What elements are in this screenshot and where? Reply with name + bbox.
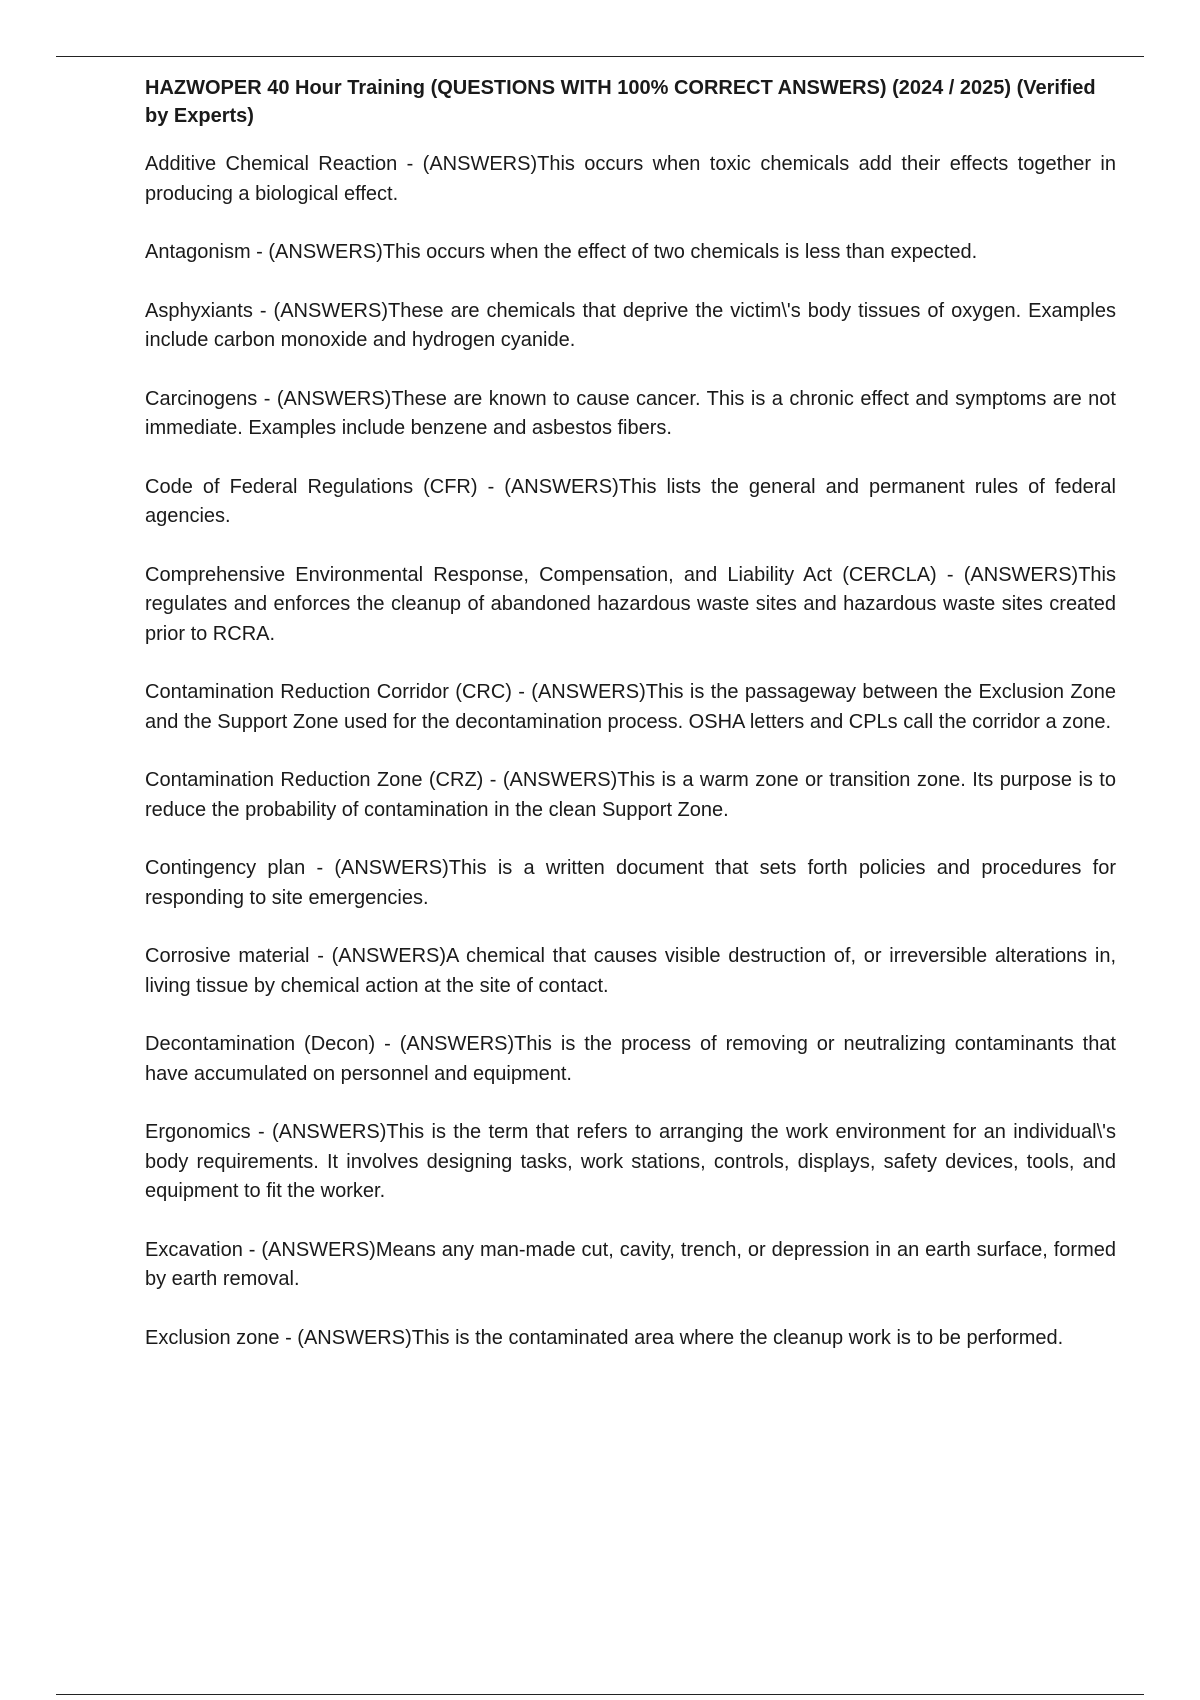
- entry-contamination-reduction-corridor: Contamination Reduction Corridor (CRC) - (ANSWERS)This is the passageway between the Exclusion Zone and the Support Zone used for the decontamination process. OSHA letters and CPLs call the corridor a zone.: [145, 681, 1116, 733]
- entry-corrosive-material: Corrosive material - (ANSWERS)A chemical that causes visible destruction of, or irreversible alterations in, living tissue by chemical action at the site of contact.: [145, 945, 1116, 997]
- entry-code-of-federal-regulations: Code of Federal Regulations (CFR) - (ANSWERS)This lists the general and permanent rules of federal agencies.: [145, 475, 1116, 527]
- document-title: HAZWOPER 40 Hour Training (QUESTIONS WITH 100% CORRECT ANSWERS) (2024 / 2025) (Verified by Experts): [145, 77, 1096, 127]
- entry-asphyxiants: Asphyxiants - (ANSWERS)These are chemicals that deprive the victim\'s body tissues of oxygen. Examples include carbon monoxide and hydrogen cyanide.: [145, 299, 1116, 351]
- entry-exclusion-zone: Exclusion zone - (ANSWERS)This is the contaminated area where the cleanup work is to be performed.: [145, 1326, 1064, 1349]
- bottom-divider: [56, 1694, 1144, 1695]
- entry-cercla: Comprehensive Environmental Response, Compensation, and Liability Act (CERCLA) - (ANSWERS)This regulates and enforces the cleanup of abandoned hazardous waste sites and hazardous waste sites created prior to RCRA.: [145, 563, 1116, 645]
- entry-additive-chemical-reaction: Additive Chemical Reaction - (ANSWERS)This occurs when toxic chemicals add their effects together in producing a biological effect.: [145, 153, 1116, 205]
- entry-antagonism: Antagonism - (ANSWERS)This occurs when the effect of two chemicals is less than expected.: [145, 241, 978, 263]
- entry-carcinogens: Carcinogens - (ANSWERS)These are known to cause cancer. This is a chronic effect and symptoms are not immediate. Examples include benzene and asbestos fibers.: [145, 387, 1116, 439]
- top-divider: [56, 56, 1144, 57]
- entry-ergonomics: Ergonomics - (ANSWERS)This is the term that refers to arranging the work environment for an individual\'s body requirements. It involves designing tasks, work stations, controls, displays, safety devices, tools, and equipment to fit the worker.: [145, 1121, 1116, 1202]
- entry-contamination-reduction-zone: Contamination Reduction Zone (CRZ) - (ANSWERS)This is a warm zone or transition zone. Its purpose is to reduce the probability of contamination in the clean Support Zone.: [145, 769, 1116, 821]
- document-body: [145, 74, 1116, 1382]
- entry-contingency-plan: Contingency plan - (ANSWERS)This is a written document that sets forth policies and procedures for responding to site emergencies.: [145, 857, 1116, 909]
- entry-decontamination: Decontamination (Decon) - (ANSWERS)This is the process of removing or neutralizing contaminants that have accumulated on personnel and equipment.: [145, 1033, 1116, 1085]
- entry-excavation: Excavation - (ANSWERS)Means any man-made cut, cavity, trench, or depression in an earth surface, formed by earth removal.: [145, 1238, 1116, 1290]
